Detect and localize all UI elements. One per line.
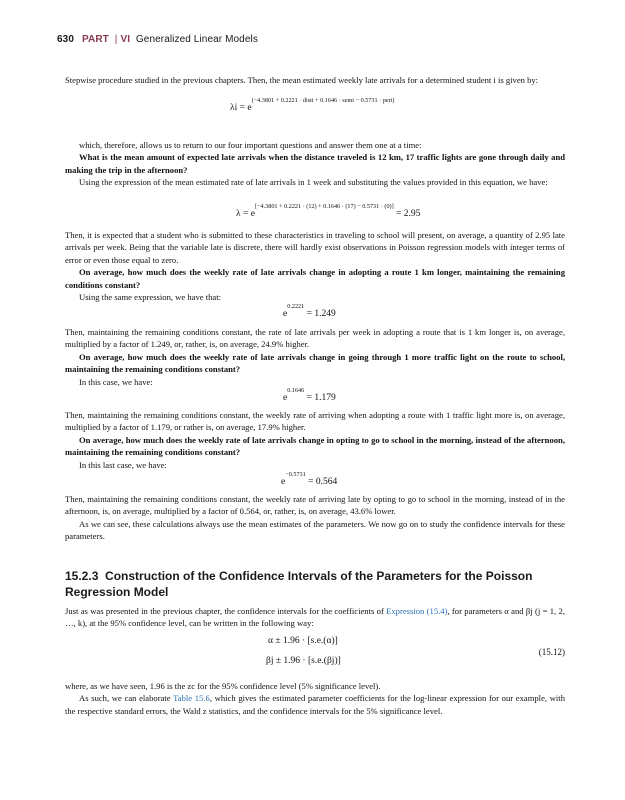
paragraph-block-4: [65, 409, 565, 471]
eq5-base: e: [281, 477, 286, 487]
equation-e-lights: [283, 387, 336, 403]
eq4-exponent: 0.1646: [287, 387, 305, 394]
eq3-exponent: 0.2221: [287, 303, 305, 310]
text-p3: Using the expression of the mean estimated rate of late arrivals in 1 week and substituting the values provided in this equation, we have:: [79, 177, 548, 188]
table-15-6-link[interactable]: Table 15.6: [173, 693, 210, 704]
eq6-line1: α ± 1.96 · [s.e.(α)]: [268, 636, 338, 646]
header-separator: |: [114, 34, 118, 45]
text-p2: which, therefore, allows us to return to our four important questions and answer them one at a time:: [79, 140, 422, 150]
equation-ci-alpha: [268, 636, 338, 646]
paragraph-final: [65, 680, 565, 717]
equation-number: (15.12): [538, 647, 565, 657]
part-label: PART: [82, 34, 109, 45]
question-3: On average, how much does the weekly rate of late arrivals change in going through 1 more traffic light on the route to school, maintaining the remaining conditions constant?: [65, 351, 565, 375]
eq5-rhs: = 0.564: [308, 477, 338, 487]
questions-block: [65, 139, 565, 189]
question-4: On average, how much does the weekly rate of late arrivals change in opting to go to school in the morning, instead of the afternoon, maintaining the remaining conditions constant?: [65, 434, 565, 458]
paragraph-ci-intro: [65, 605, 565, 630]
section-title: Construction of the Confidence Intervals of the Parameters for the Poisson Regression Model: [65, 569, 533, 599]
paragraph-block-5: [65, 493, 565, 543]
chapter-title: Generalized Linear Models: [135, 34, 258, 45]
text-p14-before: As such, we can elaborate: [79, 693, 174, 704]
text-p6: Then, maintaining the remaining conditions constant, the rate of late arrivals per week in adopting a route that is 1 km longer is, on average, multiplied by a factor of 1.249, or, rather, is, on average, 24.9% higher.: [65, 327, 565, 350]
eq4-base: e: [283, 393, 288, 403]
equation-e-period: [281, 471, 338, 487]
running-header: [57, 34, 258, 45]
paragraph-block-3: [65, 326, 565, 388]
eq5-exponent: −0.5731: [285, 471, 306, 478]
equation-lambda-value: [236, 203, 421, 219]
equation-e-distance: [283, 303, 336, 319]
question-2: On average, how much does the weekly rate of late arrivals change in adopting a route 1 km longer, maintaining the remaining conditions constant?: [65, 267, 565, 290]
eq1-lhs: λi = e: [230, 103, 252, 113]
text-p14-after: , which gives the estimated parameter coefficients for the log-linear expression for our example, with the respective standard errors, the Wald z statistics, and the confidence intervals for the 5% significance level.: [65, 693, 565, 716]
eq3-base: e: [283, 309, 288, 319]
text-p1: Stepwise procedure studied in the previous chapters. Then, the mean estimated weekly late arrivals for a determined student i is given by:: [65, 75, 539, 85]
section-heading: [65, 569, 565, 600]
text-p8: Then, maintaining the remaining conditions constant, the weekly rate of arriving when adopting a route with 1 traffic light more is, on average, multiplied by a factor of 1.179, or rather is, on average, 17.9% higher.: [65, 410, 565, 433]
eq2-lhs: λ = e: [236, 209, 255, 219]
part-number: VI: [120, 34, 131, 45]
text-p9: In this last case, we have:: [79, 459, 167, 470]
text-p4: Then, it is expected that a student who is submitted to these characteristics in traveling to school will present, on average, a quantity of 2.95 late arrivals per week. Being that the variable late is discrete, there will hardly exist observations in Poisson regression models with integer terms of error or even those equal to zero.: [65, 230, 565, 265]
text-p12-before: Just as was presented in the previous chapter, the confidence intervals for the coefficients of: [65, 606, 387, 616]
text-p12-after: , for parameters α and βj (j = 1, 2, …, k), at the 95% confidence level, can be written in the following way:: [65, 606, 565, 629]
text-p13: where, as we have seen, 1.96 is the zc for the 95% confidence level (5% significance level).: [65, 681, 381, 691]
eq2-exponent: [−4.3801 + 0.2221 · (12) + 0.1646 · (17) − 0.5731 · (0)]: [254, 203, 394, 210]
expression-15-4-link[interactable]: Expression (15.4): [386, 606, 448, 616]
question-1: What is the mean amount of expected late arrivals when the distance traveled is 12 km, 17 traffic lights are gone through daily and making the trip in the afternoon?: [65, 152, 565, 175]
eq2-rhs: = 2.95: [396, 209, 421, 219]
equation-ci-beta: [266, 656, 341, 666]
section-number: 15.2.3: [65, 569, 99, 583]
text-p7: In this case, we have:: [79, 376, 153, 387]
text-p10: Then, maintaining the remaining conditions constant, the weekly rate of arriving late by opting to go to school in the morning, instead of in the afternoon, is, on average, multiplied by a factor of 0.564, or, rather, is, on average, 43.6% lower.: [65, 494, 565, 517]
page-number: 630: [57, 34, 74, 45]
paragraph-block-2: [65, 229, 565, 303]
paragraph-intro: [65, 74, 565, 86]
eq6-line2: βj ± 1.96 · [s.e.(βj)]: [266, 656, 341, 666]
eq4-rhs: = 1.179: [306, 393, 336, 403]
text-p11: As we can see, these calculations always use the mean estimates of the parameters. We now go on to study the confidence intervals for these parameters.: [65, 518, 565, 542]
eq3-rhs: = 1.249: [306, 309, 336, 319]
eq1-exponent: (−4.3801 + 0.2221 · disti + 0.1646 · semi − 0.5731 · peri): [251, 97, 395, 104]
text-p5: Using the same expression, we have that:: [79, 292, 221, 303]
